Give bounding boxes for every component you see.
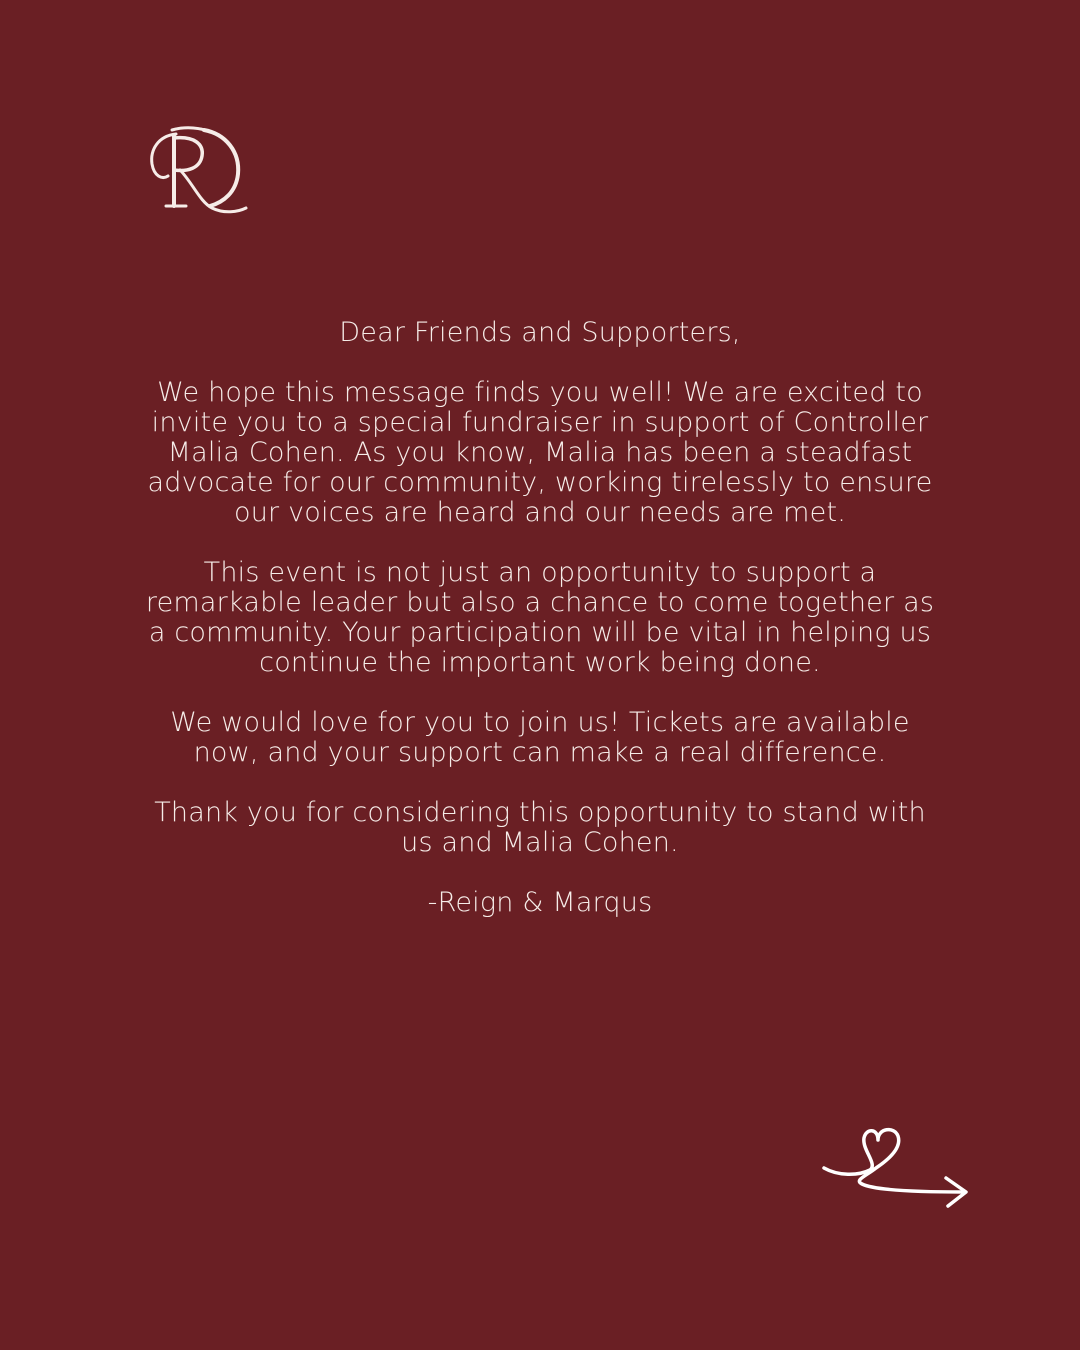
letter-greeting: Dear Friends and Supporters,	[339, 317, 741, 348]
letter-paragraph: We hope this message finds you well! We are excited to invite you to a special fundraiser in support of Controller Malia Cohen. As you know, Malia has been a steadfast advocate for our community, working tirelessly to ensure our voices are heard and our needs are met.	[147, 377, 933, 528]
letter-body	[140, 318, 940, 918]
letter-paragraph: We would love for you to join us! Tickets are available now, and your support can make a real difference.	[170, 707, 910, 768]
letter-paragraph: This event is not just an opportunity to support a remarkable leader but also a chance to come together as a community. Your participation will be vital in helping us continue the important work being done.	[145, 557, 935, 678]
rd-monogram-icon	[146, 122, 250, 218]
letter-paragraph: Thank you for considering this opportunity to stand with us and Malia Cohen.	[154, 797, 926, 858]
letter-signature: -Reign & Marqus	[427, 887, 653, 918]
heart-arrow-icon	[818, 1120, 978, 1220]
